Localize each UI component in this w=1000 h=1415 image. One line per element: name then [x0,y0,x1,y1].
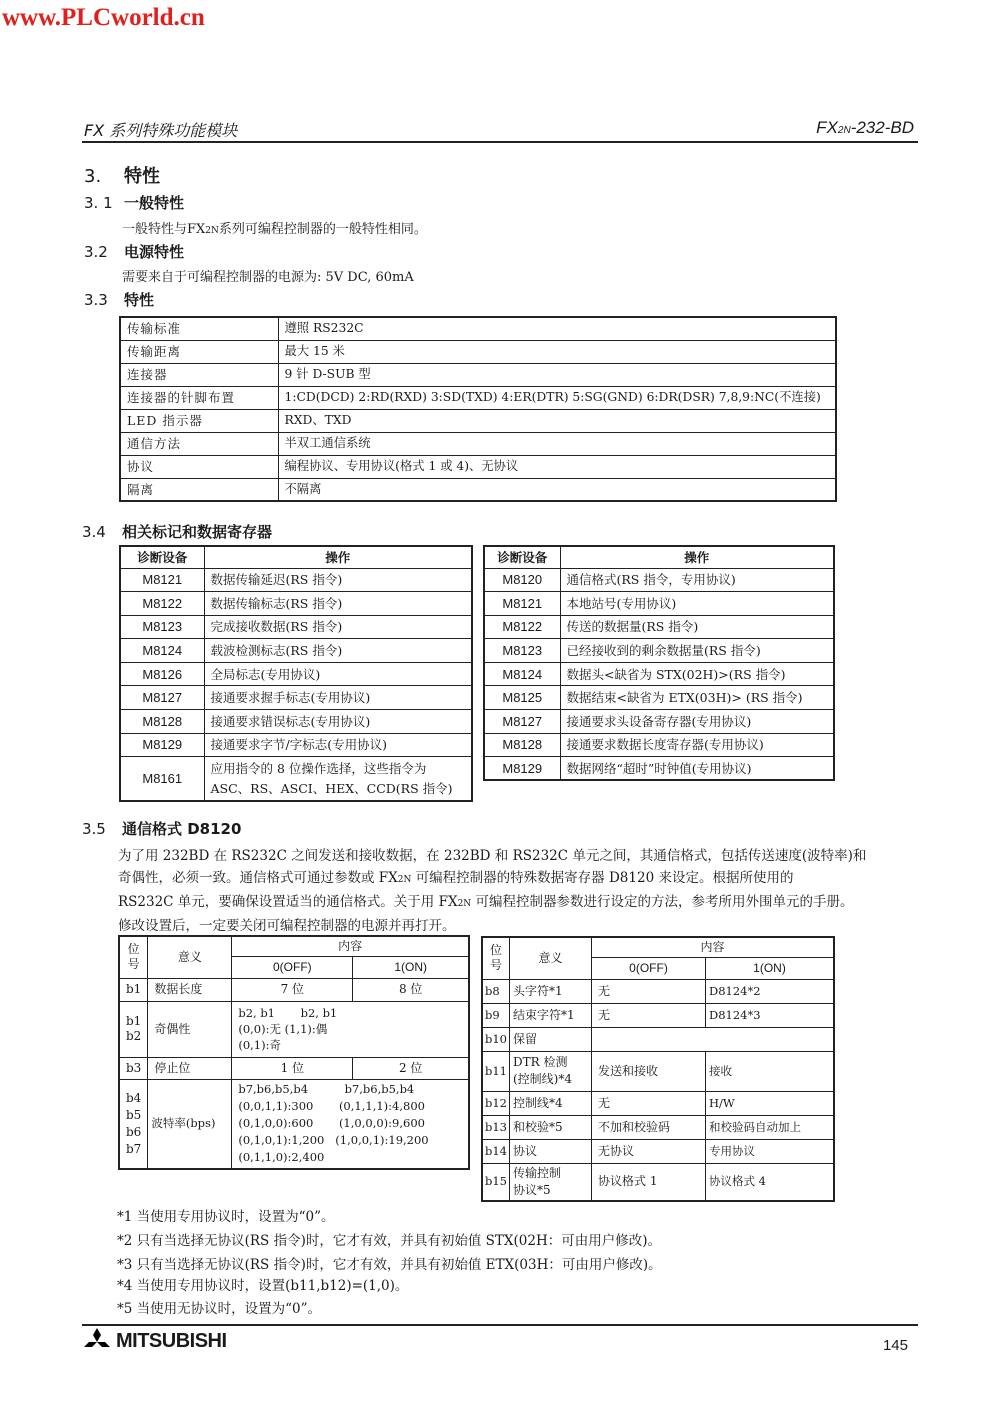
device-cell: M8122 [484,615,560,639]
bit-cell: b10 [482,1027,510,1051]
watermark-text: www.PLCworld.cn [2,4,205,31]
header-model-suffix: -232-BD [850,118,914,137]
meaning-cell [510,1051,592,1091]
on-cell: 接收 [706,1051,835,1091]
format-row [482,1027,834,1051]
operation-cell: 传送的数据量(RS 指令) [560,615,834,639]
on-cell: 和校验码自动加上 [706,1115,835,1139]
spec-row [120,386,836,409]
device-cell: M8127 [484,710,560,734]
device-cell: M8120 [484,568,560,592]
flags-table-left [119,545,473,802]
device-cell: M8161 [120,757,204,801]
format-row [482,1115,834,1139]
col-header-device: 诊断设备 [120,546,204,568]
bit-cell: b15 [482,1163,510,1201]
spec-value: 遵照 RS232C [278,317,836,340]
footer-rule [82,1324,918,1326]
format-row [482,1003,834,1027]
header-meaning: 意义 [148,936,232,978]
off-cell: 无 [592,1091,706,1115]
meaning-cell: 控制线*4 [510,1091,592,1115]
operation-cell [204,757,472,801]
device-cell: M8121 [120,568,204,592]
spec-value: 1:CD(DCD) 2:RD(RXD) 3:SD(TXD) 4:ER(DTR) 5:SG(GND) 6:DR(DSR) 7,8,9:NC(不连接) [278,386,836,409]
flag-row [484,592,834,616]
bit-cell: b3 [119,1057,148,1079]
parity-options [232,1001,469,1057]
format-row [482,1051,834,1091]
spec-value: RXD、TXD [278,409,836,432]
bit-cell: b14 [482,1139,510,1163]
text-sub: 2N [457,899,472,909]
spec-key: 连接器 [120,363,278,386]
option-line: b7,b6,b5,b4 b7,b6,b5,b4 [238,1082,415,1097]
flag-row [120,686,472,710]
operation-line: 应用指令的 8 位操作选择，这些指令为 [210,760,427,776]
flags-table-right [483,545,835,781]
meaning-line: 传输控制 [513,1165,562,1180]
spec-value: 半双工通信系统 [278,432,836,455]
header-off: 0(OFF) [232,956,353,978]
operation-cell: 接通要求握手标志(专用协议) [204,686,472,710]
flag-row [484,568,834,592]
header-text: 号 [489,958,502,973]
header-meaning: 意义 [510,937,592,979]
bit-cell: b9 [482,1003,510,1027]
section-title: 通信格式 D8120 [122,820,242,838]
spec-row [120,478,836,501]
meaning-line: 协议*5 [513,1182,551,1197]
flag-row [120,592,472,616]
flag-row [120,757,472,801]
device-cell: M8127 [120,686,204,710]
section-title: 相关标记和数据寄存器 [122,523,273,541]
header-series-title: FX 系列特殊功能模块 [84,121,238,140]
section-number: 3.5 [82,820,106,838]
device-cell: M8124 [484,662,560,686]
section-number: 3.4 [82,523,106,541]
format-table-left [118,935,470,1170]
device-cell: M8128 [120,710,204,734]
meaning-line: (控制线)*4 [513,1072,572,1086]
header-text: 号 [127,957,140,972]
header-model [816,118,914,138]
off-cell: 1 位 [232,1057,353,1079]
format-row [482,979,834,1003]
device-cell: M8123 [120,615,204,639]
operation-cell: 数据传输延迟(RS 指令) [204,568,472,592]
spec-row [120,317,836,340]
off-cell: 发送和接收 [592,1051,706,1091]
spec-key: 通信方法 [120,432,278,455]
on-cell: D8124*2 [706,979,835,1003]
option-line: (0,1):奇 [238,1038,281,1052]
flag-row [120,733,472,757]
text-part: 奇偶性，必须一致。通信格式可通过参数或 FX [118,870,398,886]
spec-value: 编程协议、专用协议(格式 1 或 4)、无协议 [278,455,836,478]
flag-row [484,639,834,663]
option-line: (0,1,0,0):600 (1,0,0,0):9,600 [238,1116,425,1131]
option-line: b2, b1 b2, b1 [238,1006,338,1020]
off-cell: 不加和校验码 [592,1115,706,1139]
flag-row [484,757,834,781]
operation-cell: 接通要求头设备寄存器(专用协议) [560,710,834,734]
section-number: 3. 1 [84,194,113,212]
device-cell: M8129 [120,733,204,757]
header-content: 内容 [592,937,835,957]
flag-row [120,615,472,639]
off-cell: 无协议 [592,1139,706,1163]
section-3-1-heading [84,192,184,213]
section-title: 特性 [124,166,160,187]
header-on: 1(ON) [353,956,469,978]
section-title: 一般特性 [124,194,185,212]
operation-line: ASC、RS、ASCI、HEX、CCD(RS 指令) [210,780,453,796]
meaning-cell: 停止位 [148,1057,232,1079]
operation-cell: 数据结束<缺省为 ETX(03H)> (RS 指令) [560,686,834,710]
col-header-operation: 操作 [560,546,834,568]
on-cell: 2 位 [353,1057,469,1079]
flag-row [484,710,834,734]
off-cell: 协议格式 1 [592,1163,706,1201]
format-row [482,1163,834,1201]
on-cell: 协议格式 4 [706,1163,835,1201]
on-cell: D8124*3 [706,1003,835,1027]
device-cell: M8124 [120,639,204,663]
meaning-cell: 保留 [510,1027,592,1051]
operation-cell: 通信格式(RS 指令，专用协议) [560,568,834,592]
bit-cell: b1 [119,978,148,1001]
option-line: (0,1,0,1):1,200 (1,0,0,1):19,200 [238,1133,429,1148]
meaning-cell: 波特率(bps) [148,1079,232,1169]
device-cell: M8129 [484,757,560,781]
text-part: 一般特性与FX [122,222,206,237]
format-row [482,1139,834,1163]
off-cell: 7 位 [232,978,353,1001]
format-row [482,1091,834,1115]
header-model-main: FX [816,118,838,137]
bit-cell [119,1079,148,1169]
meaning-cell: 奇偶性 [148,1001,232,1057]
flag-row [120,662,472,686]
spec-key: 隔离 [120,478,278,501]
mitsubishi-logo [82,1328,227,1354]
header-text: 位 [127,942,140,957]
section-title: 特性 [124,291,155,309]
on-cell: 专用协议 [706,1139,835,1163]
para-line [118,891,918,915]
spec-value: 不隔离 [278,478,836,501]
header-content: 内容 [232,936,469,956]
device-cell: M8125 [484,686,560,710]
bit-text: b5 [126,1107,142,1122]
operation-cell: 载波检测标志(RS 指令) [204,639,472,663]
para-line: 为了用 232BD 在 RS232C 之间发送和接收数据，在 232BD 和 RS232C 单元之间，其通信格式，包括传送速度(波特率)和 [118,848,867,864]
spec-key: LED 指示器 [120,409,278,432]
para-line [118,867,918,891]
header-bit-no [119,936,148,978]
flag-row [120,710,472,734]
bit-cell: b8 [482,979,510,1003]
bit-cell: b12 [482,1091,510,1115]
operation-cell: 完成接收数据(RS 指令) [204,615,472,639]
text-sub: 2N [397,875,412,885]
bit-text: b4 [126,1090,142,1105]
meaning-line: DTR 检测 [513,1055,568,1069]
section-3-2-heading [84,241,184,262]
section-3-5-heading [82,818,241,839]
meaning-cell: 和校验*5 [510,1115,592,1139]
operation-cell: 接通要求错误标志(专用协议) [204,710,472,734]
spec-row [120,455,836,478]
format-table-right [481,936,835,1202]
flag-row [120,568,472,592]
meaning-cell: 结束字符*1 [510,1003,592,1027]
operation-cell: 数据网络“超时”时钟值(专用协议) [560,757,834,781]
footnote-4: *4 当使用专用协议时，设置(b11,b12)=(1,0)。 [117,1278,409,1294]
option-line: (0,1,1,0):2,400 [238,1150,325,1165]
col-header-operation: 操作 [204,546,472,568]
bit-cell: b13 [482,1115,510,1139]
spec-key: 连接器的针脚布置 [120,386,278,409]
spec-value: 最大 15 米 [278,340,836,363]
spec-row [120,363,836,386]
bit-cell: b11 [482,1051,510,1091]
general-spec-text [122,218,427,237]
spec-value: 9 针 D-SUB 型 [278,363,836,386]
header-text: 位 [489,943,502,958]
bit-text: b6 [126,1124,142,1139]
spec-row [120,340,836,363]
spec-row [120,432,836,455]
section-3-4-heading [82,521,272,542]
power-spec-text: 需要来自于可编程控制器的电源为: 5V DC, 60mA [122,270,414,285]
device-cell: M8121 [484,592,560,616]
device-cell: M8126 [120,662,204,686]
operation-cell: 全局标志(专用协议) [204,662,472,686]
header-on: 1(ON) [706,957,835,979]
meaning-cell [510,1163,592,1201]
meaning-cell: 协议 [510,1139,592,1163]
text-part: 可编程控制器的特殊数据寄存器 D8120 来设定。根据所使用的 [411,870,794,886]
text-part: 可编程控制器参数进行设定的方法，参考所用外围单元的手册。 [471,894,854,910]
flag-row [484,615,834,639]
spec-key: 传输距离 [120,340,278,363]
footnote-5: *5 当使用无协议时，设置为“0”。 [117,1301,322,1317]
on-cell: 8 位 [353,978,469,1001]
spec-key: 协议 [120,455,278,478]
operation-cell: 数据头<缺省为 STX(02H)>(RS 指令) [560,662,834,686]
baud-options [232,1079,469,1169]
operation-cell: 数据传输标志(RS 指令) [204,592,472,616]
header-model-sub: 2N [837,125,851,136]
spec-table [119,316,837,502]
para-line: 修改设置后，一定要关闭可编程控制器的电源并再打开。 [118,918,456,934]
section-title: 电源特性 [124,243,185,261]
operation-cell: 接通要求数据长度寄存器(专用协议) [560,733,834,757]
off-cell: 无 [592,979,706,1003]
section-3-heading [84,162,160,188]
device-cell: M8122 [120,592,204,616]
section-3-3-heading [84,289,154,310]
bit-text: b2 [126,1029,142,1043]
option-line: (0,0,1,1):300 (0,1,1,1):4,800 [238,1099,425,1114]
meaning-cell: 头字符*1 [510,979,592,1003]
flag-row [484,733,834,757]
header-off: 0(OFF) [592,957,706,979]
three-diamonds-icon [82,1328,112,1354]
text-part: RS232C 单元，要确保设置适当的通信格式。关于用 FX [118,894,458,910]
on-cell: H/W [706,1091,835,1115]
reserved-cell [592,1027,835,1051]
operation-cell: 本地站号(专用协议) [560,592,834,616]
brand-name: MITSUBISHI [116,1329,227,1352]
operation-cell: 接通要求字节/字标志(专用协议) [204,733,472,757]
page-number: 145 [882,1337,908,1354]
section-number: 3. [84,166,102,187]
bit-cell [119,1001,148,1057]
text-sub: 2N [205,226,219,236]
flag-row [484,686,834,710]
bit-text: b7 [126,1141,142,1156]
spec-row [120,409,836,432]
text-part: 系列可编程控制器的一般特性相同。 [218,222,427,237]
off-cell: 无 [592,1003,706,1027]
footnote-2: *2 只有当选择无协议(RS 指令)时，它才有效，并具有初始值 STX(02H：可由用户修改)。 [117,1233,662,1249]
option-line: (0,0):无 (1,1):偶 [238,1022,328,1036]
flag-row [120,639,472,663]
col-header-device: 诊断设备 [484,546,560,568]
section-number: 3.2 [84,243,108,261]
device-cell: M8128 [484,733,560,757]
header-rule [82,141,918,143]
meaning-cell: 数据长度 [148,978,232,1001]
footnote-3: *3 只有当选择无协议(RS 指令)时，它才有效，并具有初始值 ETX(03H：可由用户修改)。 [117,1257,662,1273]
operation-cell: 已经接收到的剩余数据量(RS 指令) [560,639,834,663]
device-cell: M8123 [484,639,560,663]
header-bit-no [482,937,510,979]
flag-row [484,662,834,686]
comm-format-paragraph [118,845,918,937]
section-number: 3.3 [84,291,108,309]
spec-key: 传输标准 [120,317,278,340]
footnote-1: *1 当使用专用协议时，设置为“0”。 [117,1209,335,1225]
bit-text: b1 [126,1014,142,1028]
